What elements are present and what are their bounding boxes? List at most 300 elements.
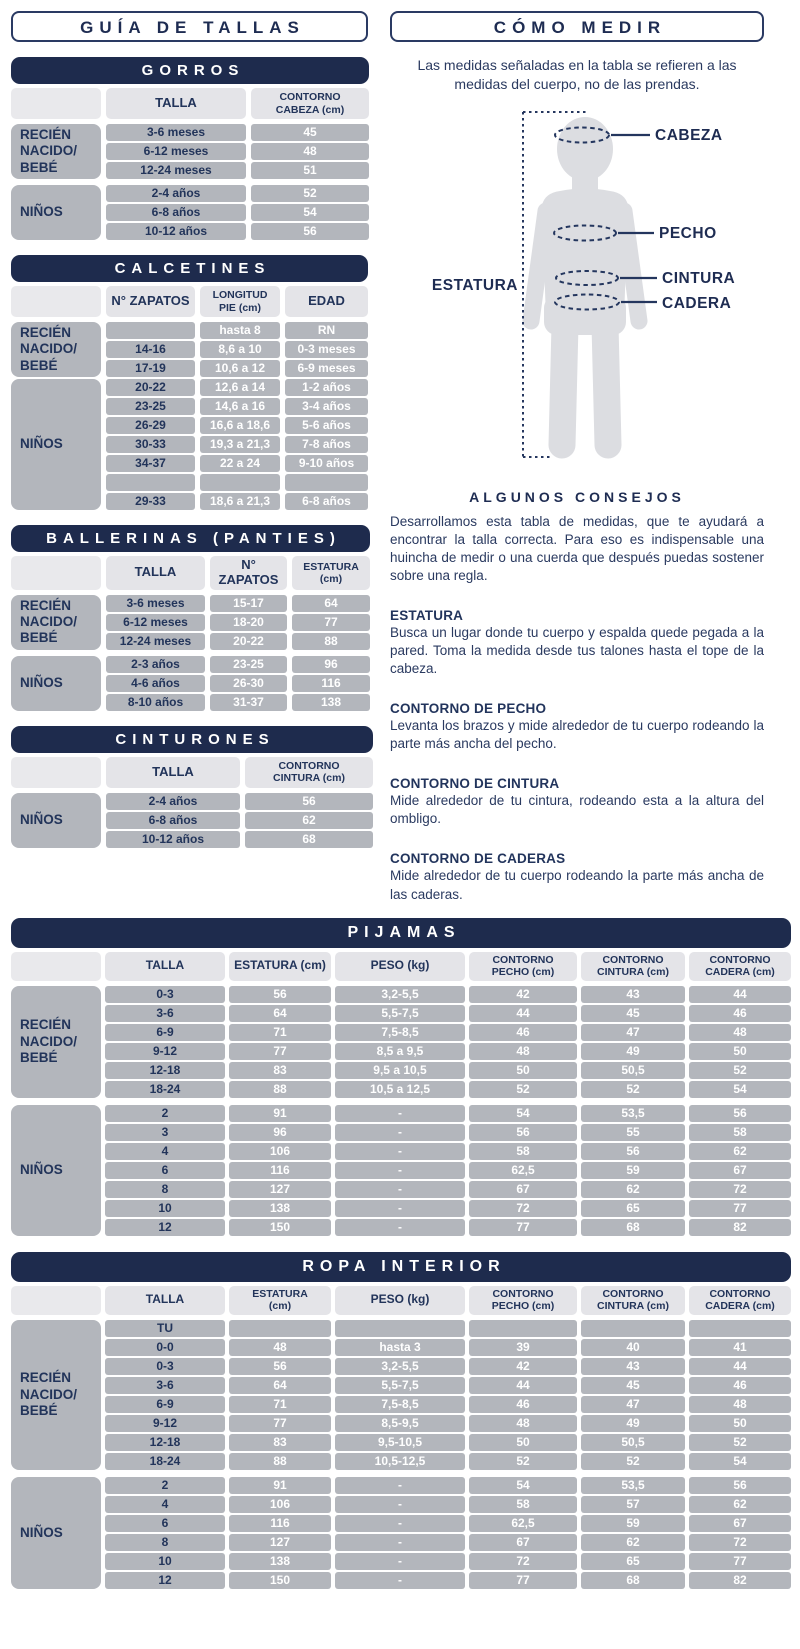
value-cell: 52 <box>581 1453 685 1470</box>
value-cell: 68 <box>245 831 373 848</box>
table-row <box>105 1358 791 1375</box>
size-cell: 4 <box>105 1496 225 1513</box>
value-cell: 65 <box>581 1200 685 1217</box>
table-row <box>106 379 368 396</box>
value-cell: 56 <box>229 986 331 1003</box>
value-cell: 72 <box>689 1534 791 1551</box>
header-row <box>11 556 370 590</box>
gorros-section-title: GORROS <box>11 57 369 84</box>
row-group <box>11 595 370 650</box>
measure-block-caderas <box>390 851 764 903</box>
value-cell: 77 <box>689 1200 791 1217</box>
value-cell: 7,5-8,5 <box>335 1396 465 1413</box>
size-cell: 17-19 <box>106 360 195 377</box>
value-cell: 49 <box>581 1043 685 1060</box>
measure-block-pecho <box>390 701 764 753</box>
size-cell: 8 <box>105 1181 225 1198</box>
value-cell: 88 <box>229 1081 331 1098</box>
table-row <box>105 1081 791 1098</box>
value-cell: 46 <box>689 1005 791 1022</box>
value-cell: - <box>335 1124 465 1141</box>
size-cell <box>106 474 195 491</box>
value-cell: 44 <box>469 1005 577 1022</box>
value-cell: 68 <box>581 1572 685 1589</box>
header-spacer <box>11 286 101 317</box>
value-cell: 82 <box>689 1219 791 1236</box>
table-row <box>105 1377 791 1394</box>
value-cell: 127 <box>229 1181 331 1198</box>
size-cell: 6-8 años <box>106 204 246 221</box>
value-cell: 54 <box>251 204 369 221</box>
size-cell: 12 <box>105 1572 225 1589</box>
size-cell: TU <box>105 1320 225 1337</box>
value-cell: 6-8 años <box>285 493 368 510</box>
body-measure-diagram <box>392 97 762 479</box>
col-header: ESTATURA (cm) <box>229 1286 331 1315</box>
size-cell: 2 <box>105 1477 225 1494</box>
value-cell: 44 <box>689 1358 791 1375</box>
table-row <box>106 656 370 673</box>
value-cell: 67 <box>689 1162 791 1179</box>
value-cell: 54 <box>689 1081 791 1098</box>
value-cell: 47 <box>581 1396 685 1413</box>
value-cell: 45 <box>581 1005 685 1022</box>
value-cell: 45 <box>581 1377 685 1394</box>
value-cell: 116 <box>292 675 370 692</box>
guide-title: GUÍA DE TALLAS <box>11 11 368 42</box>
size-cell: 34-37 <box>106 455 195 472</box>
value-cell: - <box>335 1553 465 1570</box>
row-group <box>11 1105 791 1236</box>
value-cell: - <box>335 1200 465 1217</box>
table-cinturones <box>11 726 373 848</box>
size-cell: 6-12 meses <box>106 614 205 631</box>
value-cell: 5,5-7,5 <box>335 1005 465 1022</box>
size-cell: 4-6 años <box>106 675 205 692</box>
value-cell: - <box>335 1105 465 1122</box>
table-row <box>105 1339 791 1356</box>
table-row <box>105 1024 791 1041</box>
value-cell: 9-10 años <box>285 455 368 472</box>
col-header: CONTORNO PECHO (cm) <box>469 1286 577 1315</box>
value-cell: 44 <box>469 1377 577 1394</box>
value-cell: 50 <box>469 1434 577 1451</box>
measure-text: Levanta los brazos y mide alrededor de tu cuerpo rodeando la parte más ancha del pecho. <box>390 718 764 752</box>
measure-heading: CONTORNO DE CADERAS <box>390 851 566 867</box>
size-cell: 8 <box>105 1534 225 1551</box>
value-cell: 16,6 a 18,6 <box>200 417 280 434</box>
value-cell: 72 <box>689 1181 791 1198</box>
value-cell: 116 <box>229 1515 331 1532</box>
value-cell: 82 <box>689 1572 791 1589</box>
value-cell: 67 <box>689 1515 791 1532</box>
row-group <box>11 379 368 510</box>
rows <box>106 379 368 510</box>
header-spacer <box>11 88 101 119</box>
value-cell: 96 <box>229 1124 331 1141</box>
value-cell: 12,6 a 14 <box>200 379 280 396</box>
measure-text: Mide alrededor de tu cuerpo rodeando la parte más ancha de las caderas. <box>390 868 764 902</box>
header-spacer <box>11 757 101 788</box>
value-cell: 23-25 <box>210 656 287 673</box>
table-row <box>106 675 370 692</box>
value-cell: 55 <box>581 1124 685 1141</box>
value-cell: 5,5-7,5 <box>335 1377 465 1394</box>
header-row <box>11 1286 791 1315</box>
table-calcetines <box>11 255 368 510</box>
col-header: CONTORNO PECHO (cm) <box>469 952 577 981</box>
col-header: ESTATURA (cm) <box>229 952 331 981</box>
table-row <box>106 143 369 160</box>
value-cell: 3,2-5,5 <box>335 1358 465 1375</box>
value-cell: 18-20 <box>210 614 287 631</box>
col-header: CONTORNO CADERA (cm) <box>689 952 791 981</box>
row-group <box>11 656 370 711</box>
value-cell: 77 <box>469 1572 577 1589</box>
value-cell: 9,5 a 10,5 <box>335 1062 465 1079</box>
ropa_interior-section-title: ROPA INTERIOR <box>11 1252 791 1282</box>
value-cell: 88 <box>292 633 370 650</box>
value-cell: 14,6 a 16 <box>200 398 280 415</box>
header-row <box>11 286 368 317</box>
size-cell: 3 <box>105 1124 225 1141</box>
value-cell: 46 <box>469 1396 577 1413</box>
value-cell: 8,6 a 10 <box>200 341 280 358</box>
size-cell: 12 <box>105 1219 225 1236</box>
value-cell: 62 <box>581 1534 685 1551</box>
size-cell: 10-12 años <box>106 223 246 240</box>
value-cell: 150 <box>229 1572 331 1589</box>
header-row <box>11 757 373 788</box>
row-group <box>11 1477 791 1589</box>
rows <box>106 124 369 179</box>
header-spacer <box>11 556 101 590</box>
value-cell: 52 <box>689 1062 791 1079</box>
row-group <box>11 322 368 377</box>
value-cell: 53,5 <box>581 1477 685 1494</box>
value-cell: 56 <box>581 1143 685 1160</box>
table-row <box>105 986 791 1003</box>
value-cell: 56 <box>469 1124 577 1141</box>
value-cell: 43 <box>581 986 685 1003</box>
group-label: NIÑOS <box>11 656 101 711</box>
table-row <box>106 614 370 631</box>
size-cell: 10 <box>105 1553 225 1570</box>
rows <box>106 793 373 848</box>
table-row <box>105 1062 791 1079</box>
size-cell <box>106 322 195 339</box>
ballerinas-section-title: BALLERINAS (PANTIES) <box>11 525 370 552</box>
measure-text: Busca un lugar donde tu cuerpo y espalda quede pegada a la pared. Toma la medida desde tus talones hasta el tope de la cabeza. <box>390 624 764 677</box>
value-cell: 18,6 a 21,3 <box>200 493 280 510</box>
value-cell: 1-2 años <box>285 379 368 396</box>
row-group <box>11 793 373 848</box>
value-cell: 59 <box>581 1515 685 1532</box>
value-cell: 52 <box>689 1434 791 1451</box>
value-cell: 77 <box>229 1415 331 1432</box>
size-cell: 18-24 <box>105 1453 225 1470</box>
table-row <box>106 633 370 650</box>
value-cell: 40 <box>581 1339 685 1356</box>
rows <box>105 1105 791 1236</box>
value-cell: 77 <box>229 1043 331 1060</box>
value-cell <box>200 474 280 491</box>
estatura-label: ESTATURA <box>431 276 518 294</box>
measure-heading: CONTORNO DE PECHO <box>390 701 547 717</box>
table-row <box>106 474 368 491</box>
table-row <box>105 1477 791 1494</box>
table-row <box>105 1181 791 1198</box>
table-row <box>106 595 370 612</box>
value-cell: - <box>335 1477 465 1494</box>
value-cell: 50,5 <box>581 1062 685 1079</box>
value-cell: 5-6 años <box>285 417 368 434</box>
value-cell: 77 <box>292 614 370 631</box>
value-cell: 91 <box>229 1477 331 1494</box>
value-cell: 54 <box>689 1453 791 1470</box>
col-header: TALLA <box>106 88 246 119</box>
rows <box>105 1320 791 1470</box>
size-cell: 2-4 años <box>106 793 240 810</box>
value-cell: 64 <box>229 1377 331 1394</box>
col-header: PESO (kg) <box>335 952 465 981</box>
value-cell: 50 <box>689 1043 791 1060</box>
table-row <box>106 417 368 434</box>
group-label: NIÑOS <box>11 793 101 848</box>
value-cell: 46 <box>689 1377 791 1394</box>
table-row <box>106 341 368 358</box>
value-cell: 68 <box>581 1219 685 1236</box>
value-cell: 59 <box>581 1162 685 1179</box>
col-header: LONGITUD PIE (cm) <box>200 286 280 317</box>
value-cell: 43 <box>581 1358 685 1375</box>
size-cell: 3-6 meses <box>106 124 246 141</box>
value-cell: 62 <box>689 1496 791 1513</box>
table-row <box>106 360 368 377</box>
size-cell: 14-16 <box>106 341 195 358</box>
value-cell: 116 <box>229 1162 331 1179</box>
size-cell: 3-6 <box>105 1005 225 1022</box>
group-label: NIÑOS <box>11 185 101 240</box>
measure-heading: ESTATURA <box>390 607 464 623</box>
value-cell: 7,5-8,5 <box>335 1024 465 1041</box>
value-cell: 91 <box>229 1105 331 1122</box>
size-cell: 8-10 años <box>106 694 205 711</box>
table-row <box>105 1162 791 1179</box>
table-row <box>105 1396 791 1413</box>
row-group <box>11 986 791 1098</box>
col-header: ESTATURA (cm) <box>292 556 370 590</box>
col-header: TALLA <box>106 757 240 788</box>
rows <box>106 656 370 711</box>
value-cell: - <box>335 1534 465 1551</box>
value-cell <box>689 1320 791 1337</box>
size-cell: 12-18 <box>105 1062 225 1079</box>
value-cell: 48 <box>689 1024 791 1041</box>
table-row <box>105 1415 791 1432</box>
size-cell: 12-24 meses <box>106 162 246 179</box>
value-cell: 3,2-5,5 <box>335 986 465 1003</box>
value-cell: 138 <box>292 694 370 711</box>
group-label: RECIÉN NACIDO/ BEBÉ <box>11 124 101 179</box>
value-cell: 8,5 a 9,5 <box>335 1043 465 1060</box>
value-cell: 64 <box>229 1005 331 1022</box>
size-cell: 0-3 <box>105 1358 225 1375</box>
value-cell: 62 <box>581 1181 685 1198</box>
measure-heading: CONTORNO DE CINTURA <box>390 776 560 792</box>
size-cell: 0-0 <box>105 1339 225 1356</box>
row-group <box>11 124 369 179</box>
value-cell: 150 <box>229 1219 331 1236</box>
header-spacer <box>11 1286 101 1315</box>
col-header: CONTORNO CABEZA (cm) <box>251 88 369 119</box>
value-cell: 57 <box>581 1496 685 1513</box>
value-cell: 46 <box>469 1024 577 1041</box>
row-group <box>11 1320 791 1470</box>
pecho-label: PECHO <box>659 224 717 242</box>
size-cell: 2 <box>105 1105 225 1122</box>
value-cell: 71 <box>229 1396 331 1413</box>
value-cell: 22 a 24 <box>200 455 280 472</box>
value-cell: 127 <box>229 1534 331 1551</box>
size-cell: 26-29 <box>106 417 195 434</box>
value-cell: 7-8 años <box>285 436 368 453</box>
size-cell: 10-12 años <box>106 831 240 848</box>
value-cell: 48 <box>229 1339 331 1356</box>
size-cell: 10 <box>105 1200 225 1217</box>
table-row <box>106 185 369 202</box>
table-row <box>105 1200 791 1217</box>
value-cell: 49 <box>581 1415 685 1432</box>
table-ropa-interior <box>11 1252 791 1589</box>
value-cell: 106 <box>229 1496 331 1513</box>
col-header: CONTORNO CINTURA (cm) <box>245 757 373 788</box>
table-row <box>105 1105 791 1122</box>
table-row <box>106 322 368 339</box>
col-header: EDAD <box>285 286 368 317</box>
table-row <box>105 1320 791 1337</box>
value-cell: 56 <box>689 1105 791 1122</box>
value-cell: 48 <box>469 1415 577 1432</box>
value-cell: 56 <box>245 793 373 810</box>
row-group <box>11 185 369 240</box>
table-row <box>105 1219 791 1236</box>
value-cell: 52 <box>469 1081 577 1098</box>
right-column <box>390 11 764 904</box>
group-label: NIÑOS <box>11 1477 101 1589</box>
value-cell: 64 <box>292 595 370 612</box>
size-cell: 2-4 años <box>106 185 246 202</box>
value-cell: 56 <box>689 1477 791 1494</box>
value-cell: 19,3 a 21,3 <box>200 436 280 453</box>
tips-heading: ALGUNOS CONSEJOS <box>469 488 685 505</box>
cadera-label: CADERA <box>662 294 732 312</box>
value-cell: 62 <box>245 812 373 829</box>
value-cell: 77 <box>689 1553 791 1570</box>
col-header: CONTORNO CADERA (cm) <box>689 1286 791 1315</box>
pijamas-section-title: PIJAMAS <box>11 918 791 948</box>
table-row <box>106 694 370 711</box>
value-cell: hasta 8 <box>200 322 280 339</box>
table-row <box>105 1515 791 1532</box>
value-cell: 52 <box>469 1453 577 1470</box>
value-cell: 42 <box>469 1358 577 1375</box>
value-cell: - <box>335 1181 465 1198</box>
value-cell: 52 <box>581 1081 685 1098</box>
table-row <box>106 124 369 141</box>
col-header: N° ZAPATOS <box>210 556 287 590</box>
measure-block-cintura <box>390 776 764 828</box>
value-cell <box>229 1320 331 1337</box>
size-cell: 12-18 <box>105 1434 225 1451</box>
table-row <box>106 455 368 472</box>
table-row <box>106 831 373 848</box>
cinturones-section-title: CINTURONES <box>11 726 373 753</box>
value-cell: 6-9 meses <box>285 360 368 377</box>
value-cell: 72 <box>469 1200 577 1217</box>
value-cell: 41 <box>689 1339 791 1356</box>
value-cell: 0-3 meses <box>285 341 368 358</box>
table-row <box>105 1434 791 1451</box>
calcetines-section-title: CALCETINES <box>11 255 368 282</box>
value-cell: 83 <box>229 1062 331 1079</box>
col-header: N° ZAPATOS <box>106 286 195 317</box>
value-cell: 48 <box>251 143 369 160</box>
header-row <box>11 952 791 981</box>
child-silhouette <box>531 117 639 445</box>
value-cell: 44 <box>689 986 791 1003</box>
value-cell <box>335 1320 465 1337</box>
table-row <box>105 1124 791 1141</box>
value-cell: 58 <box>469 1143 577 1160</box>
table-row <box>105 1043 791 1060</box>
value-cell: - <box>335 1219 465 1236</box>
group-label: RECIÉN NACIDO/ BEBÉ <box>11 322 101 377</box>
table-row <box>105 1143 791 1160</box>
tips-paragraph: Desarrollamos esta tabla de medidas, que te ayudará a encontrar la talla correcta. Para eso es indispensable una huincha de medir o una cuerda que después puedas sostener sobre una regla. <box>390 513 764 583</box>
value-cell: 138 <box>229 1553 331 1570</box>
value-cell: 3-4 años <box>285 398 368 415</box>
col-header: TALLA <box>105 1286 225 1315</box>
value-cell: 50 <box>689 1415 791 1432</box>
value-cell: 10,6 a 12 <box>200 360 280 377</box>
size-cell: 6-8 años <box>106 812 240 829</box>
size-cell: 6-12 meses <box>106 143 246 160</box>
value-cell: 62,5 <box>469 1162 577 1179</box>
rows <box>105 1477 791 1589</box>
table-row <box>106 493 368 510</box>
value-cell: 67 <box>469 1534 577 1551</box>
col-header: CONTORNO CINTURA (cm) <box>581 1286 685 1315</box>
value-cell: 31-37 <box>210 694 287 711</box>
table-row <box>106 436 368 453</box>
value-cell: - <box>335 1162 465 1179</box>
table-row <box>105 1534 791 1551</box>
col-header: PESO (kg) <box>335 1286 465 1315</box>
value-cell: 71 <box>229 1024 331 1041</box>
rows <box>106 185 369 240</box>
size-cell: 9-12 <box>105 1043 225 1060</box>
measure-text: Mide alrededor de tu cintura, rodeando esta a la altura del ombligo. <box>390 793 764 827</box>
size-cell: 3-6 meses <box>106 595 205 612</box>
value-cell: 50,5 <box>581 1434 685 1451</box>
size-cell: 29-33 <box>106 493 195 510</box>
value-cell: 52 <box>251 185 369 202</box>
size-cell: 6 <box>105 1162 225 1179</box>
value-cell: 39 <box>469 1339 577 1356</box>
table-ballerinas <box>11 525 370 711</box>
measure-intro-text: Las medidas señaladas en la tabla se refieren a las medidas del cuerpo, no de las prendas. <box>417 57 737 93</box>
